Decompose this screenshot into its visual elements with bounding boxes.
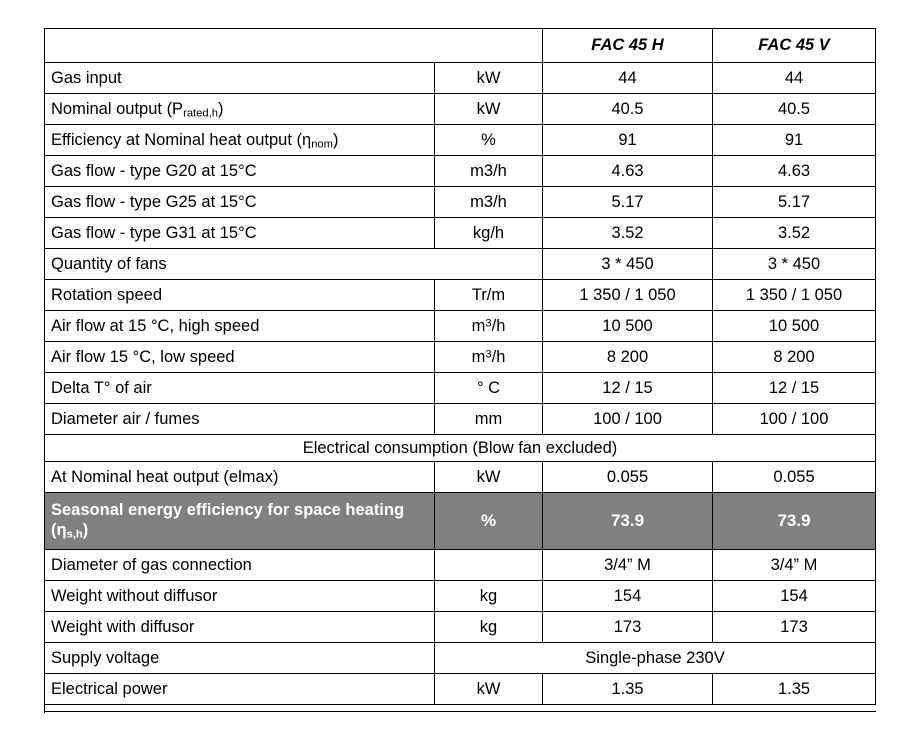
row-value-v: 3.52 (713, 218, 876, 249)
table-row (45, 249, 876, 280)
row-value-h: 100 / 100 (543, 404, 713, 435)
row-value-v: 0.055 (713, 462, 876, 493)
row-unit (435, 311, 543, 342)
table-row (45, 404, 876, 435)
row-value-h: 154 (543, 581, 713, 612)
table-row (45, 550, 876, 581)
table-row (45, 462, 876, 493)
row-label: Electrical power (45, 674, 435, 705)
row-label-text: Efficiency at Nominal heat output (η (51, 130, 312, 149)
row-label: Weight without diffusor (45, 581, 435, 612)
row-unit: ° C (435, 373, 543, 404)
row-value-v: 4.63 (713, 156, 876, 187)
row-unit (435, 550, 543, 581)
row-value-v: 40.5 (713, 94, 876, 125)
row-value-v: 3 * 450 (713, 249, 876, 280)
table-row-highlighted (45, 493, 876, 550)
table-row (45, 125, 876, 156)
table-row (45, 94, 876, 125)
row-value-v: 91 (713, 125, 876, 156)
row-unit: kW (435, 94, 543, 125)
row-label: Air flow 15 °C, low speed (45, 342, 435, 373)
row-value-v: 154 (713, 581, 876, 612)
row-label (45, 94, 435, 125)
row-label: Supply voltage (45, 643, 435, 674)
row-unit: % (435, 125, 543, 156)
row-unit: % (435, 493, 543, 550)
row-value-span: Single-phase 230V (435, 643, 876, 674)
row-value-h: 40.5 (543, 94, 713, 125)
row-value-v: 1 350 / 1 050 (713, 280, 876, 311)
row-label-suffix: ) (218, 99, 224, 118)
row-value-h: 73.9 (543, 493, 713, 550)
row-unit-suffix: /h (491, 347, 506, 366)
row-unit: kg (435, 612, 543, 643)
table-row (45, 373, 876, 404)
row-label-subscript: rated,h (183, 106, 219, 119)
row-unit (435, 342, 543, 373)
row-unit-text: m (471, 316, 486, 335)
row-unit: kg (435, 581, 543, 612)
row-label (45, 125, 435, 156)
row-unit: kW (435, 63, 543, 94)
row-label: Gas flow - type G20 at 15°C (45, 156, 435, 187)
row-label: Gas flow - type G25 at 15°C (45, 187, 435, 218)
row-label: At Nominal heat output (elmax) (45, 462, 435, 493)
row-label: Gas flow - type G31 at 15°C (45, 218, 435, 249)
table-bottom-rule (44, 711, 876, 712)
row-unit-superscript: 3 (485, 316, 492, 329)
row-value-h: 10 500 (543, 311, 713, 342)
row-unit: m3/h (435, 156, 543, 187)
header-blank-cell (45, 29, 543, 63)
row-value-v: 44 (713, 63, 876, 94)
table-row (45, 280, 876, 311)
row-label: Delta T° of air (45, 373, 435, 404)
row-label: Diameter of gas connection (45, 550, 435, 581)
table-row (45, 156, 876, 187)
row-value-v: 8 200 (713, 342, 876, 373)
row-value-v: 100 / 100 (713, 404, 876, 435)
row-label: Diameter air / fumes (45, 404, 435, 435)
row-value-h: 1 350 / 1 050 (543, 280, 713, 311)
row-unit: kg/h (435, 218, 543, 249)
row-label: Gas input (45, 63, 435, 94)
row-value-v: 10 500 (713, 311, 876, 342)
section-header-row (45, 435, 876, 462)
row-value-h: 4.63 (543, 156, 713, 187)
row-value-h: 173 (543, 612, 713, 643)
table-row (45, 674, 876, 705)
row-unit: kW (435, 674, 543, 705)
row-value-v: 173 (713, 612, 876, 643)
row-value-v: 3/4” M (713, 550, 876, 581)
row-label: Rotation speed (45, 280, 435, 311)
row-value-v: 1.35 (713, 674, 876, 705)
row-unit: kW (435, 462, 543, 493)
section-header-electrical-consumption: Electrical consumption (Blow fan excluded) (45, 435, 876, 462)
row-label-text: Seasonal energy efficiency for space heating (η (51, 501, 405, 539)
row-unit: mm (435, 404, 543, 435)
table-row (45, 612, 876, 643)
table-row (45, 63, 876, 94)
table-header-row (45, 29, 876, 63)
row-label: Air flow at 15 °C, high speed (45, 311, 435, 342)
column-header-model-v: FAC 45 V (713, 29, 876, 63)
row-value-h: 12 / 15 (543, 373, 713, 404)
row-value-v: 12 / 15 (713, 373, 876, 404)
row-label-text: Nominal output (P (51, 99, 184, 118)
row-label-subscript: nom (311, 137, 334, 150)
row-unit: Tr/m (435, 280, 543, 311)
row-label (45, 493, 435, 550)
row-unit: m3/h (435, 187, 543, 218)
row-value-h: 91 (543, 125, 713, 156)
column-header-model-h: FAC 45 H (543, 29, 713, 63)
row-value-h: 0.055 (543, 462, 713, 493)
row-label: Quantity of fans (45, 249, 543, 280)
row-value-h: 5.17 (543, 187, 713, 218)
row-value-h: 1.35 (543, 674, 713, 705)
table-row (45, 218, 876, 249)
row-value-v: 5.17 (713, 187, 876, 218)
row-label-suffix: ) (82, 521, 89, 539)
row-value-h: 3 * 450 (543, 249, 713, 280)
table-row (45, 342, 876, 373)
row-value-h: 44 (543, 63, 713, 94)
table-row (45, 187, 876, 218)
row-label: Weight with diffusor (45, 612, 435, 643)
table-row (45, 581, 876, 612)
row-value-h: 8 200 (543, 342, 713, 373)
row-unit-superscript: 3 (485, 347, 492, 360)
row-unit-suffix: /h (491, 316, 506, 335)
row-value-v: 73.9 (713, 493, 876, 550)
table-row (45, 643, 876, 674)
row-label-subscript: s,h (66, 528, 83, 541)
row-unit-text: m (471, 347, 486, 366)
row-label-suffix: ) (333, 130, 339, 149)
row-value-h: 3.52 (543, 218, 713, 249)
table-row (45, 311, 876, 342)
row-value-h: 3/4” M (543, 550, 713, 581)
specifications-table (44, 28, 876, 705)
